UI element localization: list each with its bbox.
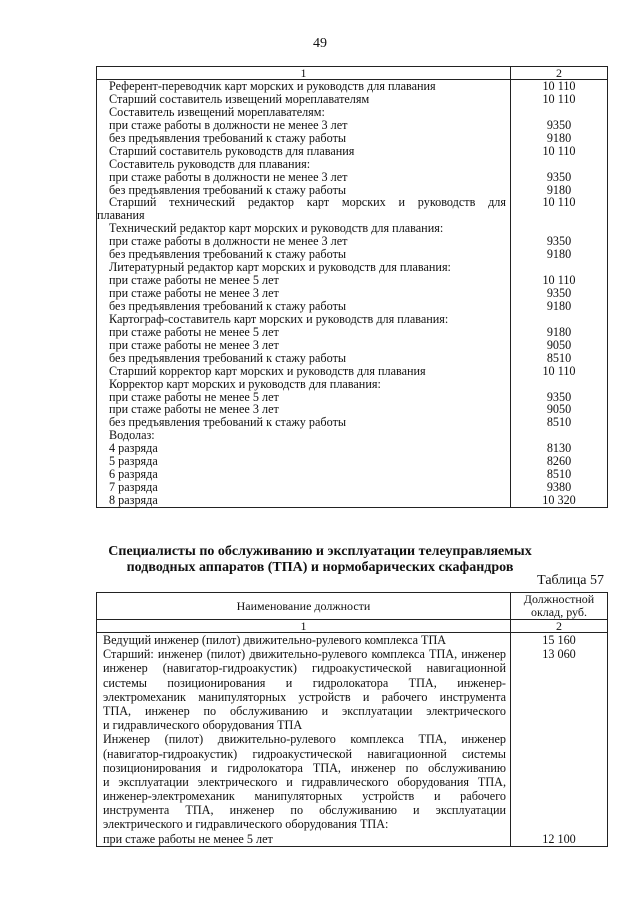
table-number-row	[97, 620, 608, 633]
column-number-2: 2	[511, 620, 608, 633]
position-name: Старший составитель руководств для плавания	[109, 143, 355, 158]
salary-value	[511, 690, 607, 704]
position-name: при стаже работы не менее 5 лет	[109, 273, 279, 288]
position-name: без предъявления требований к стажу работы	[109, 182, 347, 197]
salary-value: 10 110	[542, 91, 576, 106]
salary-header-line: Должностной	[523, 592, 595, 606]
position-name: 6 разряда	[109, 467, 158, 482]
section-heading	[0, 544, 640, 576]
position-name: 8 разряда	[109, 493, 158, 507]
salary-value	[511, 704, 607, 718]
salary-value	[511, 817, 607, 831]
position-name: системы позиционирования и гидролокатора ТПА, инженер-	[103, 675, 506, 690]
salary-value: 9350	[546, 169, 572, 184]
salary-value	[511, 209, 607, 222]
position-name: при стаже работы не менее 5 лет	[103, 831, 273, 846]
position-name: (навигатор-гидроакустик) гидроакустической навигационной системы	[103, 746, 506, 761]
position-name: Старший составитель извещений мореплавателям	[109, 91, 370, 106]
salary-value	[511, 803, 607, 817]
salary-value	[511, 789, 607, 803]
position-name: без предъявления требований к стажу работы	[109, 247, 347, 262]
salary-value	[511, 158, 607, 171]
position-name: и эксплуатации электрического и гидравлического оборудования ТПА,	[103, 774, 506, 789]
salary-value	[511, 761, 607, 775]
position-name-header: Наименование должности	[97, 593, 511, 620]
position-name: инженер (навигатор-гидроакустик) гидроакустической навигационной	[103, 661, 506, 676]
position-name: электрического и гидравлического оборудования ТПА:	[103, 817, 389, 832]
position-name: Литературный редактор карт морских и руководств для плавания:	[109, 260, 451, 275]
table-body-row	[97, 80, 608, 508]
position-name: 5 разряда	[109, 454, 158, 469]
salary-table-57	[96, 592, 608, 847]
salary-value: 8510	[546, 415, 572, 430]
position-name: Составитель извещений мореплавателям:	[109, 104, 325, 119]
position-name: Технический редактор карт морских и руководств для плавания:	[109, 221, 444, 236]
salary-value: 10 320	[542, 493, 576, 507]
salary-value: 10 110	[542, 195, 576, 210]
position-name: без предъявления требований к стажу работы	[109, 130, 347, 145]
position-name: Ведущий инженер (пилот) движительно-рулевого комплекса ТПА	[103, 633, 447, 647]
salary-value: 9180	[546, 247, 572, 262]
salary-value: 9050	[546, 402, 572, 417]
salary-value	[511, 775, 607, 789]
salary-header	[511, 593, 608, 620]
salary-value: 9180	[546, 324, 572, 339]
position-name: позиционирования и гидролокатора ТПА, инженер по обслуживанию	[103, 760, 506, 775]
salary-value	[511, 378, 607, 391]
position-name: Инженер (пилот) движительно-рулевого комплекса ТПА, инженер	[103, 732, 506, 747]
salary-value: 9380	[546, 480, 572, 495]
position-name: Референт-переводчик карт морских и руководств для плавания	[109, 79, 436, 93]
position-name: при стаже работы не менее 3 лет	[109, 286, 279, 300]
table-body-row	[97, 633, 608, 847]
salary-value	[511, 676, 607, 690]
salary-values-cell	[511, 80, 608, 508]
salary-value: 8260	[546, 454, 572, 469]
position-name: плавания	[97, 208, 145, 223]
position-name: при стаже работы не менее 5 лет	[109, 324, 279, 339]
position-name: при стаже работы не менее 3 лет	[109, 337, 279, 352]
salary-value: 10 110	[542, 273, 576, 288]
salary-value: 8510	[546, 467, 572, 482]
position-name: и гидравлического оборудования ТПА	[103, 718, 303, 733]
salary-value: 9350	[546, 117, 572, 132]
salary-value: 10 110	[542, 79, 576, 93]
position-name: ТПА, инженер по обслуживанию и эксплуатации электрического	[103, 703, 506, 718]
salary-table-continued	[96, 66, 608, 508]
position-name: Составитель руководств для плавания:	[109, 156, 311, 171]
column-number-1: 1	[97, 620, 511, 633]
position-name: электромеханик манипуляторных устройств и рабочего инструмента	[103, 689, 506, 704]
position-name: Старший технический редактор карт морских и руководств для	[109, 195, 506, 210]
position-name: Корректор карт морских и руководств для плавания:	[109, 376, 381, 391]
position-name: при стаже работы не менее 3 лет	[109, 402, 279, 417]
salary-value: 9350	[546, 389, 572, 404]
section-heading-line: Специалисты по обслуживанию и эксплуатации телеуправляемых	[108, 544, 532, 559]
salary-value: 9050	[546, 337, 572, 352]
position-name: 7 разряда	[109, 480, 158, 495]
salary-value: 8130	[546, 441, 572, 456]
position-name: инструмента ТПА, инженер по обслуживанию и эксплуатации	[103, 803, 506, 818]
position-name: Водолаз:	[109, 428, 155, 443]
table-number: Таблица 57	[537, 573, 604, 588]
salary-value	[511, 747, 607, 761]
salary-value	[511, 106, 607, 119]
salary-value: 8510	[546, 350, 572, 365]
position-name: Старший корректор карт морских и руководств для плавания	[109, 363, 426, 378]
salary-value: 9350	[546, 286, 572, 300]
salary-value: 13 060	[542, 647, 576, 662]
salary-header-line: оклад, руб.	[530, 605, 588, 619]
salary-value: 9180	[546, 298, 572, 313]
salary-value	[511, 718, 607, 732]
table-header-row	[97, 593, 608, 620]
position-name: Картограф-составитель карт морских и руководств для плавания:	[109, 311, 449, 326]
salary-value: 9350	[546, 234, 572, 249]
salary-value: 10 110	[542, 143, 576, 158]
section-heading-line: подводных аппаратов (ТПА) и нормобарических скафандров	[126, 560, 514, 575]
salary-value: 9180	[546, 182, 572, 197]
column-number-2: 2	[511, 67, 608, 80]
position-name: Старший: инженер (пилот) движительно-рулевого комплекса ТПА, инженер	[103, 647, 506, 662]
salary-value: 10 110	[542, 363, 576, 378]
salary-value	[511, 313, 607, 326]
position-names-cell	[97, 80, 511, 508]
position-name: без предъявления требований к стажу работы	[109, 298, 347, 313]
salary-value: 12 100	[542, 831, 576, 846]
table-header-row	[97, 67, 608, 80]
position-name: без предъявления требований к стажу работы	[109, 415, 347, 430]
page-number: 49	[313, 36, 327, 51]
position-name: при стаже работы в должности не менее 3 лет	[109, 117, 348, 132]
salary-value	[511, 732, 607, 746]
position-name: без предъявления требований к стажу работы	[109, 350, 347, 365]
salary-value: 9180	[546, 130, 572, 145]
position-name: инженер-электромеханик манипуляторных устройств и рабочего	[103, 789, 506, 804]
position-name: 4 разряда	[109, 441, 158, 456]
salary-values-cell	[511, 633, 608, 847]
column-number-1: 1	[97, 67, 511, 80]
position-names-cell	[97, 633, 511, 847]
salary-value	[511, 661, 607, 675]
position-name: при стаже работы не менее 5 лет	[109, 389, 279, 404]
salary-value: 15 160	[542, 633, 576, 647]
position-name: при стаже работы в должности не менее 3 лет	[109, 234, 348, 249]
position-name: при стаже работы в должности не менее 3 лет	[109, 169, 348, 184]
